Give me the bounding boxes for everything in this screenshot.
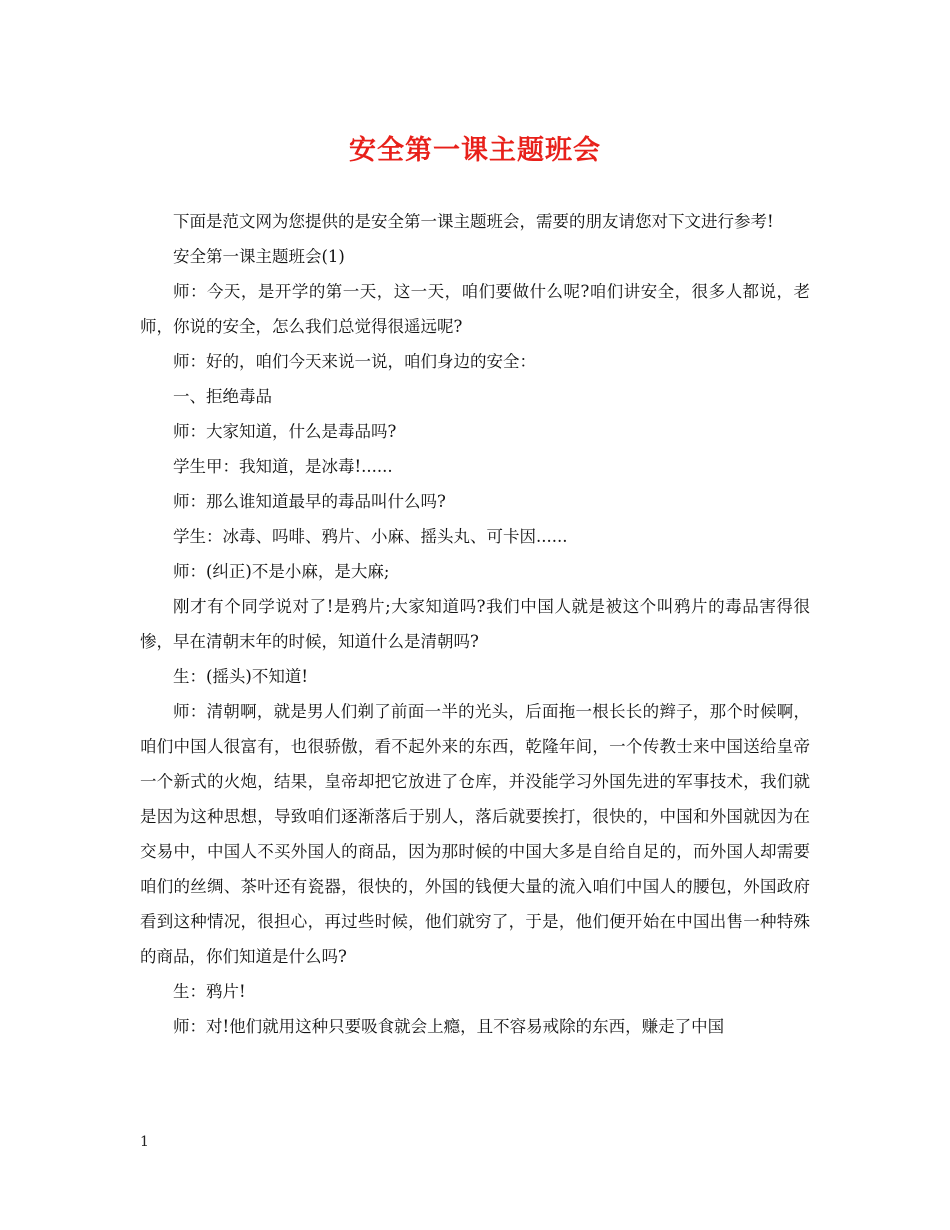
paragraph: 一、拒绝毒品 (173, 387, 272, 406)
paragraph: 下面是范文网为您提供的是安全第一课主题班会，需要的朋友请您对下文进行参考! (173, 212, 774, 231)
paragraph: 师：那么谁知道最早的毒品叫什么吗? (173, 492, 446, 511)
paragraph: 生：(摇头)不知道! (173, 667, 309, 686)
page-number: 1 (140, 1134, 149, 1150)
paragraph: 师：对!他们就用这种只要吸食就会上瘾，且不容易戒除的东西，赚走了中国 (173, 1017, 725, 1036)
paragraph: 学生甲：我知道，是冰毒!...... (173, 457, 393, 476)
paragraph: 学生：冰毒、吗啡、鸦片、小麻、摇头丸、可卡因...... (173, 527, 568, 546)
paragraph: 师：(纠正)不是小麻，是大麻; (173, 562, 390, 581)
paragraph: 师：今天，是开学的第一天，这一天，咱们要做什么呢?咱们讲安全，很多人都说，老师，你说的安全，怎么我们总觉得很遥远呢? (140, 282, 810, 336)
paragraph: 师：好的，咱们今天来说一说，咱们身边的安全： (173, 352, 536, 371)
paragraph: 安全第一课主题班会(1) (173, 247, 345, 266)
document-body (140, 204, 810, 1044)
paragraph: 生：鸦片! (173, 982, 246, 1001)
paragraph: 刚才有个同学说对了!是鸦片;大家知道吗?我们中国人就是被这个叫鸦片的毒品害得很惨，早在清朝末年的时候，知道什么是清朝吗? (140, 597, 810, 651)
paragraph: 师：清朝啊，就是男人们剃了前面一半的光头，后面拖一根长长的辫子，那个时候啊，咱们中国人很富有，也很骄傲，看不起外来的东西，乾隆年间，一个传教士来中国送给皇帝一个新式的火炮，结果，皇帝却把它放进了仓库，并没能学习外国先进的军事技术，我们就是因为这种思想，导致咱们逐渐落后于别人，落后就要挨打，很快的，中国和外国就因为在交易中，中国人不买外国人的商品，因为那时候的中国大多是自给自足的，而外国人却需要咱们的丝绸、茶叶还有瓷器，很快的，外国的钱便大量的流入咱们中国人的腰包，外国政府看到这种情况，很担心，再过些时候，他们就穷了，于是，他们便开始在中国出售一种特殊的商品，你们知道是什么吗? (140, 702, 810, 966)
document-title: 安全第一课主题班会 (349, 135, 601, 166)
paragraph: 师：大家知道，什么是毒品吗? (173, 422, 397, 441)
